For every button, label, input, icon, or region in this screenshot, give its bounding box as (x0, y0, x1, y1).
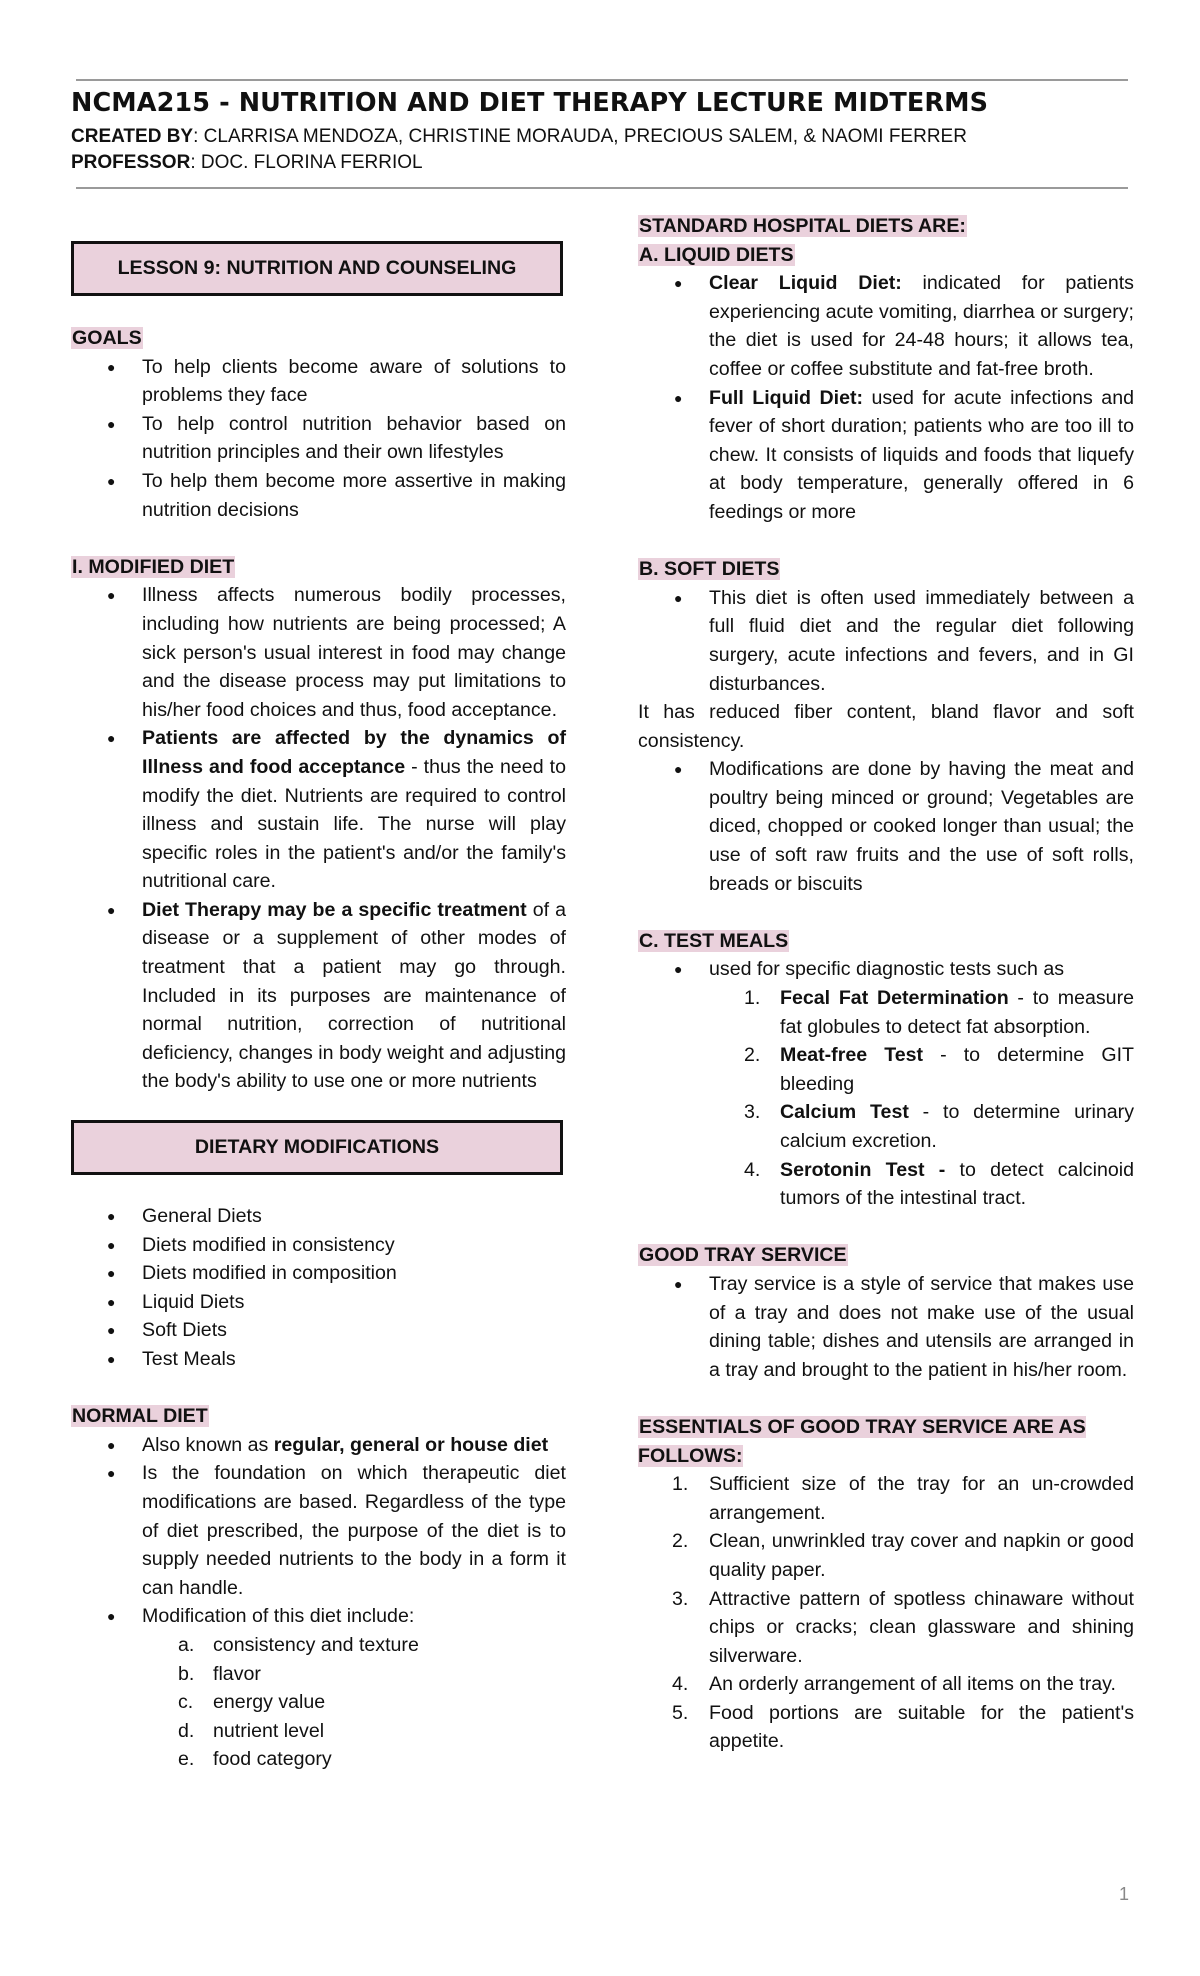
page-number: 1 (1118, 1884, 1129, 1904)
subitem-letter: a. (178, 1633, 195, 1656)
normal-diet-heading: NORMAL DIET (72, 1405, 208, 1428)
subitem-text: energy value (213, 1691, 326, 1714)
modified-diet-item (71, 896, 566, 1096)
created-by-names: : CLARRISA MENDOZA, CHRISTINE MORAUDA, PRECIOUS SALEM, & NAOMI FERRER (193, 126, 967, 147)
test-number: 1. (744, 987, 761, 1010)
created-by-line (71, 126, 967, 148)
subitem-letter: e. (178, 1748, 195, 1771)
essential-item (638, 1670, 1134, 1699)
test-number: 3. (744, 1101, 761, 1124)
subitem-letter: c. (178, 1691, 194, 1714)
test-description: - to determine GIT bleeding (780, 1044, 1134, 1095)
test-subitem (638, 984, 1134, 1041)
modification-subitem (71, 1631, 566, 1660)
document-title: NCMA215 - NUTRITION AND DIET THERAPY LECTURE MIDTERMS (71, 88, 989, 118)
normal-diet-item (71, 1431, 566, 1460)
tray-service-item: ● Tray service is a style of service that makes use of a tray and does not make use of the usual dining table; dishes and utensils are arranged in a tray and brought to the patient in his/her room. (638, 1270, 1134, 1384)
tray-service-heading: GOOD TRAY SERVICE (639, 1244, 847, 1267)
test-meal-text: used for specific diagnostic tests such as (709, 958, 1065, 981)
lesson-title-box: LESSON 9: NUTRITION AND COUNSELING (71, 241, 563, 296)
essential-text: An orderly arrangement of all items on the tray. (709, 1673, 1116, 1696)
header-rule-top (76, 79, 1128, 81)
dietary-item: ● Test Meals (71, 1345, 566, 1374)
dietary-item: ● Diets modified in composition (71, 1259, 566, 1288)
test-subitem (638, 1156, 1134, 1213)
left-column (71, 212, 566, 1774)
test-name: Calcium Test (780, 1101, 909, 1124)
modified-diet-text: of a disease or a supplement of other modes of treatment that a patient may go through. Included in its purposes are maintenance of normal nutrition, correction of nutritional deficiency, changes in body weight and adjusting the body's ability to use one or more nutrients (142, 898, 566, 1093)
modification-sublist (71, 1631, 566, 1774)
tray-service-list (638, 1270, 1134, 1384)
essential-text: Attractive pattern of spotless chinaware without chips or cracks; clean glassware and shining silverware. (709, 1587, 1134, 1667)
right-column (638, 212, 1134, 1756)
test-meals-heading: C. TEST MEALS (639, 929, 789, 952)
goals-list (71, 353, 566, 525)
test-number: 4. (744, 1158, 761, 1181)
modification-subitem (71, 1745, 566, 1774)
goal-item: ● To help control nutrition behavior based on nutrition principles and their own lifestyles (71, 410, 566, 467)
modified-diet-text: - thus the need to modify the diet. Nutrients are required to control illness and sustain life. The nurse will play specific roles in the patient's and/or the family's nutritional care. (142, 755, 566, 893)
normal-diet-list (71, 1431, 566, 1774)
modified-diet-bold: Diet Therapy may be a specific treatment (142, 898, 527, 921)
professor-line (71, 152, 423, 174)
essential-item (638, 1470, 1134, 1527)
goal-item: ● To help them become more assertive in making nutrition decisions (71, 467, 566, 524)
professor-label: PROFESSOR (71, 152, 191, 173)
modification-subitem (71, 1688, 566, 1717)
liquid-diet-item (638, 269, 1134, 383)
modification-subitem (71, 1717, 566, 1746)
soft-diet-item: ● This diet is often used immediately between a full fluid diet and the regular diet following surgery, acute infections and fevers, and in GI disturbances. (638, 584, 1134, 698)
header-rule-bottom (76, 187, 1128, 189)
essential-number: 1. (672, 1473, 689, 1496)
liquid-diets-heading: A. LIQUID DIETS (639, 243, 794, 266)
modification-subitem (71, 1660, 566, 1689)
test-name: Meat-free Test (780, 1044, 924, 1067)
essential-number: 4. (672, 1673, 689, 1696)
test-meal-item (638, 955, 1134, 1212)
modified-diet-list (71, 581, 566, 1096)
modified-diet-heading: I. MODIFIED DIET (72, 555, 235, 578)
dietary-item: ● Diets modified in consistency (71, 1231, 566, 1260)
test-meals-list (638, 955, 1134, 1212)
goals-heading: GOALS (72, 327, 142, 349)
tests-sublist (638, 984, 1134, 1213)
subitem-text: flavor (213, 1662, 261, 1685)
essential-item (638, 1699, 1134, 1756)
goal-item: ● To help clients become aware of solutions to problems they face (71, 353, 566, 410)
standard-diets-heading: STANDARD HOSPITAL DIETS ARE: (639, 215, 966, 237)
soft-diets-heading: B. SOFT DIETS (639, 558, 780, 581)
essential-number: 5. (672, 1701, 689, 1724)
soft-diet-paragraph: It has reduced fiber content, bland flavor and soft consistency. (638, 701, 1134, 752)
essential-text: Sufficient size of the tray for an un-crowded arrangement. (709, 1473, 1134, 1524)
modified-diet-bold: Patients are affected by the dynamics of Illness and food acceptance (142, 727, 566, 778)
subitem-text: food category (213, 1748, 332, 1771)
soft-diet-item: ● Modifications are done by having the meat and poultry being minced or ground; Vegetables are diced, chopped or cooked longer than usual; the use of soft raw fruits and the use of soft rolls, breads or biscuits (638, 755, 1134, 898)
test-description: to detect calcinoid tumors of the intestinal tract. (780, 1158, 1134, 1210)
soft-diets-list-2 (638, 755, 1134, 898)
essentials-heading: ESSENTIALS OF GOOD TRAY SERVICE ARE AS FOLLOWS: (638, 1415, 1086, 1467)
dietary-item: ● Liquid Diets (71, 1288, 566, 1317)
modified-diet-item (71, 724, 566, 896)
dietary-item: ● Soft Diets (71, 1316, 566, 1345)
subitem-text: nutrient level (213, 1719, 325, 1742)
essential-item (638, 1527, 1134, 1584)
created-by-label: CREATED BY (71, 126, 194, 147)
clear-liquid-text: indicated for patients experiencing acute vomiting, diarrhea or surgery; the diet is used for 24-48 hours; it allows tea, coffee or coffee substitute and fat-free broth. (709, 272, 1134, 380)
test-subitem (638, 1041, 1134, 1098)
test-description: - to measure fat globules to detect fat absorption. (780, 987, 1134, 1038)
normal-diet-item (71, 1602, 566, 1774)
dietary-modifications-box: DIETARY MODIFICATIONS (71, 1120, 563, 1175)
liquid-diet-item (638, 384, 1134, 527)
subitem-letter: d. (178, 1719, 195, 1742)
normal-diet-text: Modification of this diet include: (142, 1605, 415, 1628)
essential-text: Clean, unwrinkled tray cover and napkin or good quality paper. (709, 1530, 1134, 1581)
normal-diet-text: Also known as (142, 1433, 274, 1456)
essential-item (638, 1585, 1134, 1671)
essential-number: 2. (672, 1530, 689, 1553)
soft-diets-list (638, 584, 1134, 698)
clear-liquid-label: Clear Liquid Diet: (709, 272, 902, 295)
test-description: - to determine urinary calcium excretion. (780, 1101, 1134, 1152)
test-number: 2. (744, 1044, 761, 1067)
dietary-modifications-list (71, 1202, 566, 1374)
liquid-diets-list (638, 269, 1134, 526)
modified-diet-item: ● Illness affects numerous bodily processes, including how nutrients are being processed; A sick person's usual interest in food may change and the disease process may put limitations to his/her food choices and thus, food acceptance. (71, 581, 566, 724)
full-liquid-label: Full Liquid Diet: (709, 386, 864, 409)
normal-diet-bold: regular, general or house diet (273, 1433, 549, 1456)
essential-number: 3. (672, 1587, 689, 1610)
test-name: Serotonin Test - (780, 1158, 946, 1181)
subitem-letter: b. (178, 1662, 195, 1685)
test-subitem (638, 1098, 1134, 1155)
essential-text: Food portions are suitable for the patient's appetite. (709, 1701, 1134, 1753)
essentials-list (638, 1470, 1134, 1756)
normal-diet-item: ● Is the foundation on which therapeutic diet modifications are based. Regardless of the type of diet prescribed, the purpose of the diet is to supply needed nutrients to the body in a form it can handle. (71, 1459, 566, 1602)
professor-name: : DOC. FLORINA FERRIOL (190, 152, 423, 173)
subitem-text: consistency and texture (213, 1633, 419, 1656)
dietary-item: ● General Diets (71, 1202, 566, 1231)
test-name: Fecal Fat Determination (780, 987, 1009, 1010)
full-liquid-text: used for acute infections and fever of short duration; patients who are too ill to chew. It consists of liquids and foods that liquefy at body temperature, generally offered in 6 feedings or more (709, 386, 1134, 523)
